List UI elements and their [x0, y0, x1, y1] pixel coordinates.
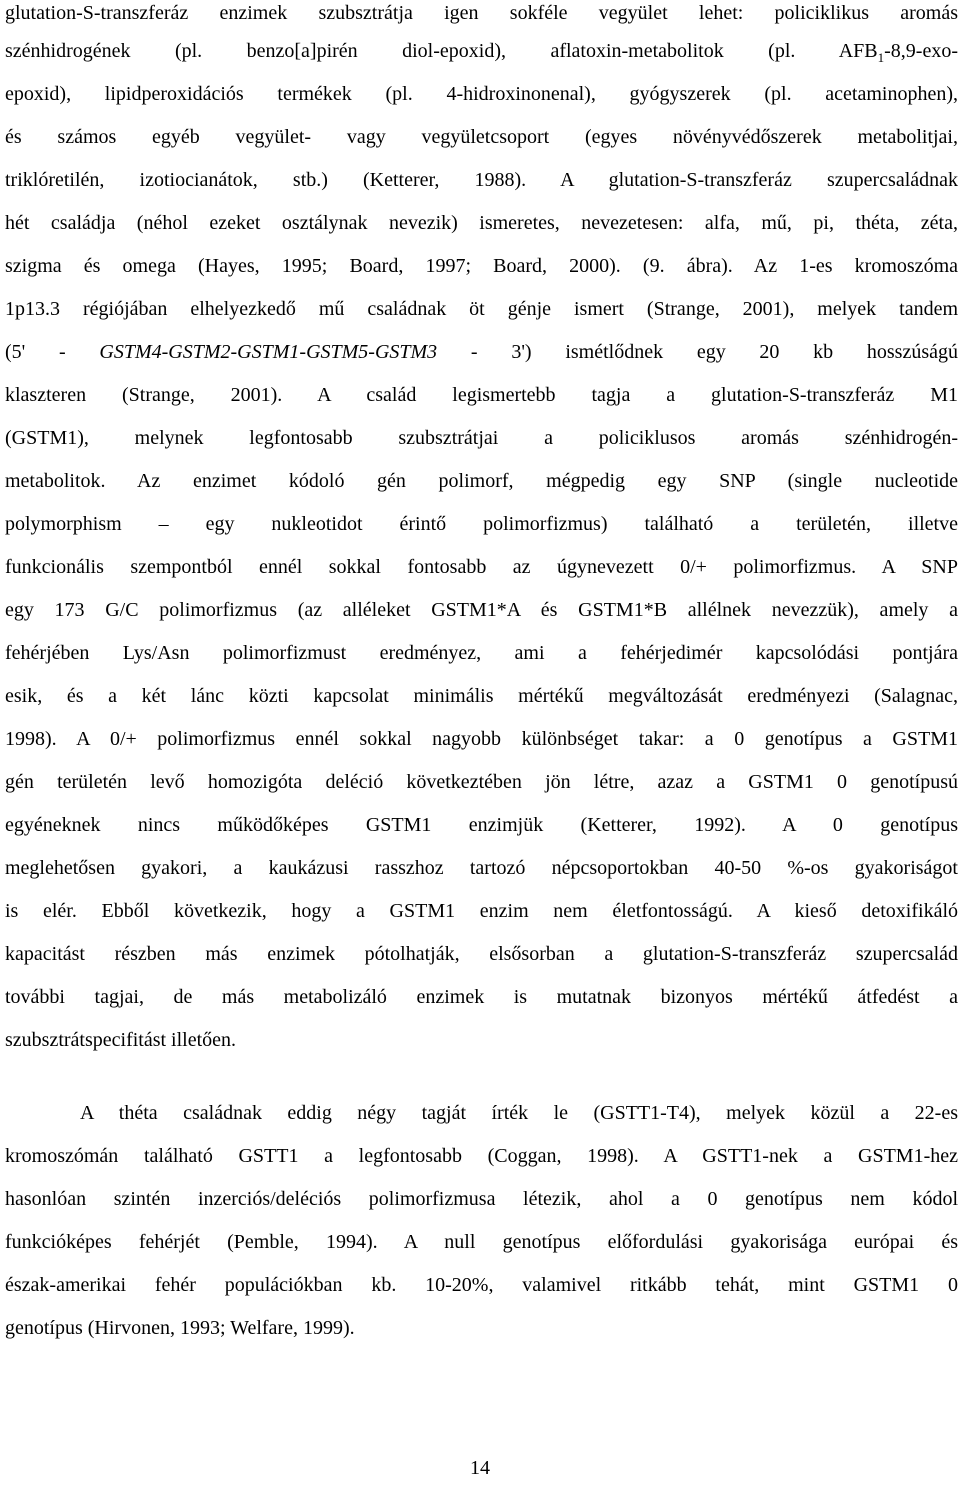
paragraph-1-line-6: hét családja (néhol ezeket osztálynak nevezik) ismeretes, nevezetesen: alfa, mű, pi, théta, zéta, [5, 212, 958, 234]
paragraph-2-line-5: észak-amerikai fehér populációkban kb. 10-20%, valamivel ritkább tehát, mint GSTM1 0 [5, 1274, 958, 1296]
paragraph-1-line-12: metabolitok. Az enzimet kódoló gén polimorf, mégpedig egy SNP (single nucleotide [5, 470, 958, 492]
paragraph-1-line-5: triklóretilén, izotiocianátok, stb.) (Ketterer, 1988). A glutation-S-transzferáz szupercsaládnak [5, 169, 958, 191]
paragraph-1-line-19: gén területén levő homozigóta deléció következtében jön létre, azaz a GSTM1 0 genotípusú [5, 771, 958, 793]
paragraph-2-line-6: genotípus (Hirvonen, 1993; Welfare, 1999). [5, 1317, 355, 1339]
paragraph-1-line-4: és számos egyéb vegyület- vagy vegyületcsoport (egyes növényvédőszerek metabolitjai, [5, 126, 958, 148]
page-number: 14 [470, 1457, 490, 1479]
paragraph-1-line-7: szigma és omega (Hayes, 1995; Board, 1997; Board, 2000). (9. ábra). Az 1-es kromoszóma [5, 255, 958, 277]
paragraph-1-line-10: klaszteren (Strange, 2001). A család legismertebb tagja a glutation-S-transzferáz M1 [5, 384, 958, 406]
paragraph-1-line-11: (GSTM1), melynek legfontosabb szubsztrátjai a policiklusos aromás szénhidrogén- [5, 427, 958, 449]
paragraph-1-line-8: 1p13.3 régiójában elhelyezkedő mű családnak öt génje ismert (Strange, 2001), melyek tandem [5, 298, 958, 320]
paragraph-1-line-23: kapacitást részben más enzimek pótolhatják, elsősorban a glutation-S-transzferáz szupercsalád [5, 943, 958, 965]
paragraph-2-line-4: funkcióképes fehérjét (Pemble, 1994). A null genotípus előfordulási gyakorisága európai és [5, 1231, 958, 1253]
paragraph-1-line-14: funkcionális szempontból ennél sokkal fontosabb az úgynevezett 0/+ polimorfizmus. A SNP [5, 556, 958, 578]
paragraph-1-line-17: esik, és a két lánc közti kapcsolat minimális mértékű megváltozását eredményezi (Salagnac, [5, 685, 958, 707]
paragraph-1-line-9: (5' - GSTM4-GSTM2-GSTM1-GSTM5-GSTM3 - 3') ismétlődnek egy 20 kb hosszúságú [5, 341, 958, 363]
paragraph-1-line-16: fehérjében Lys/Asn polimorfizmust eredményez, ami a fehérjedimér kapcsolódási pontjára [5, 642, 958, 664]
paragraph-1-line-20: egyéneknek nincs működőképes GSTM1 enzimjük (Ketterer, 1992). A 0 genotípus [5, 814, 958, 836]
paragraph-1-line-24: további tagjai, de más metabolizáló enzimek is mutatnak bizonyos mértékű átfedést a [5, 986, 958, 1008]
paragraph-1-line-2: szénhidrogének (pl. benzo[a]pirén diol-epoxid), aflatoxin-metabolitok (pl. $AFB_1-8,9-exo-$ [5, 40, 958, 65]
paragraph-1-line-1: glutation-S-transzferáz enzimek szubsztrátja igen sokféle vegyület lehet: policiklikus aromás [5, 2, 958, 24]
paragraph-1-line-13: polymorphism – egy nukleotidot érintő polimorfizmus) található a területén, illetve [5, 513, 958, 535]
paragraph-1-line-22: is elér. Ebből következik, hogy a GSTM1 enzim nem életfontosságú. A kieső detoxifikáló [5, 900, 958, 922]
paragraph-1-line-15: egy 173 G/C polimorfizmus (az alléleket GSTM1*A és GSTM1*B allélnek nevezzük), amely a [5, 599, 958, 621]
paragraph-1-line-18: 1998). A 0/+ polimorfizmus ennél sokkal nagyobb különbséget takar: a 0 genotípus a GSTM1 [5, 728, 958, 750]
paragraph-2-line-3: hasonlóan szintén inzerciós/deléciós polimorfizmusa létezik, ahol a 0 genotípus nem kódol [5, 1188, 958, 1210]
paragraph-2-line-2: kromoszómán található GSTT1 a legfontosabb (Coggan, 1998). A GSTT1-nek a GSTM1-hez [5, 1145, 958, 1167]
paragraph-2-line-1: A théta családnak eddig négy tagját írték le (GSTT1-T4), melyek közül a 22-es [80, 1102, 958, 1124]
paragraph-1-line-21: meglehetősen gyakori, a kaukázusi rasszhoz tartozó népcsoportokban 40-50 %-os gyakoriságot [5, 857, 958, 879]
gene-cluster-italic: GSTM4-GSTM2-GSTM1-GSTM5-GSTM3 [99, 341, 438, 363]
paragraph-1-line-25: szubsztrátspecifitást illetően. [5, 1029, 237, 1051]
paragraph-1-line-3: epoxid), lipidperoxidációs termékek (pl. 4-hidroxinonenal), gyógyszerek (pl. acetaminophen), [5, 83, 958, 105]
